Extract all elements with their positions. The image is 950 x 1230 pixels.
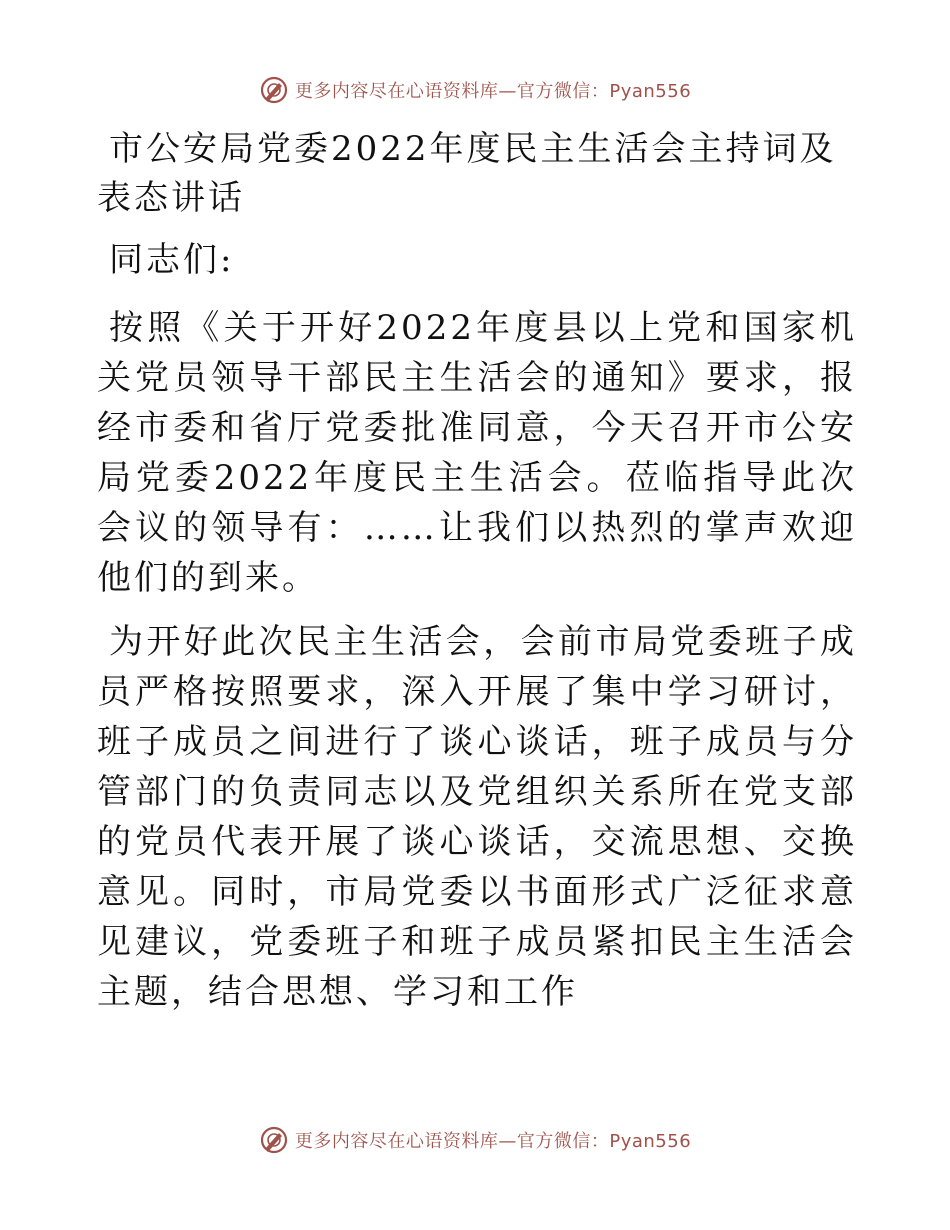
paragraph-2: 为开好此次民主生活会，会前市局党委班子成员严格按照要求，深入开展了集中学习研讨，班子成员之间进行了谈心谈话，班子成员与分管部门的负责同志以及党组织关系所在党支部的党员代表开展了谈心谈话，交流思想、交换意见。同时，市局党委以书面形式广泛征求意见建议，党委班子和班子成员紧扣民主生活会主题，结合思想、学习和工作 bbox=[97, 622, 857, 1012]
pen-circle-logo-icon bbox=[259, 1125, 289, 1155]
header-watermark bbox=[0, 70, 950, 110]
paragraph-1: 按照《关于开好2022年度县以上党和国家机关党员领导干部民主生活会的通知》要求，报经市委和省厅党委批准同意，今天召开市公安局党委2022年度民主生活会。莅临指导此次会议的领导有：……让我们以热烈的掌声欢迎他们的到来。 bbox=[97, 308, 857, 598]
watermark-text: 更多内容尽在心语资料库—官方微信：Pyan556 bbox=[294, 1131, 692, 1152]
watermark-text: 更多内容尽在心语资料库—官方微信：Pyan556 bbox=[294, 81, 692, 102]
document-title: 市公安局党委2022年度民主生活会主持词及表态讲话 bbox=[97, 129, 837, 218]
pen-circle-logo-icon bbox=[259, 75, 289, 105]
footer-watermark bbox=[0, 1120, 950, 1160]
greeting: 同志们: bbox=[109, 240, 235, 280]
document-body bbox=[97, 125, 857, 1031]
